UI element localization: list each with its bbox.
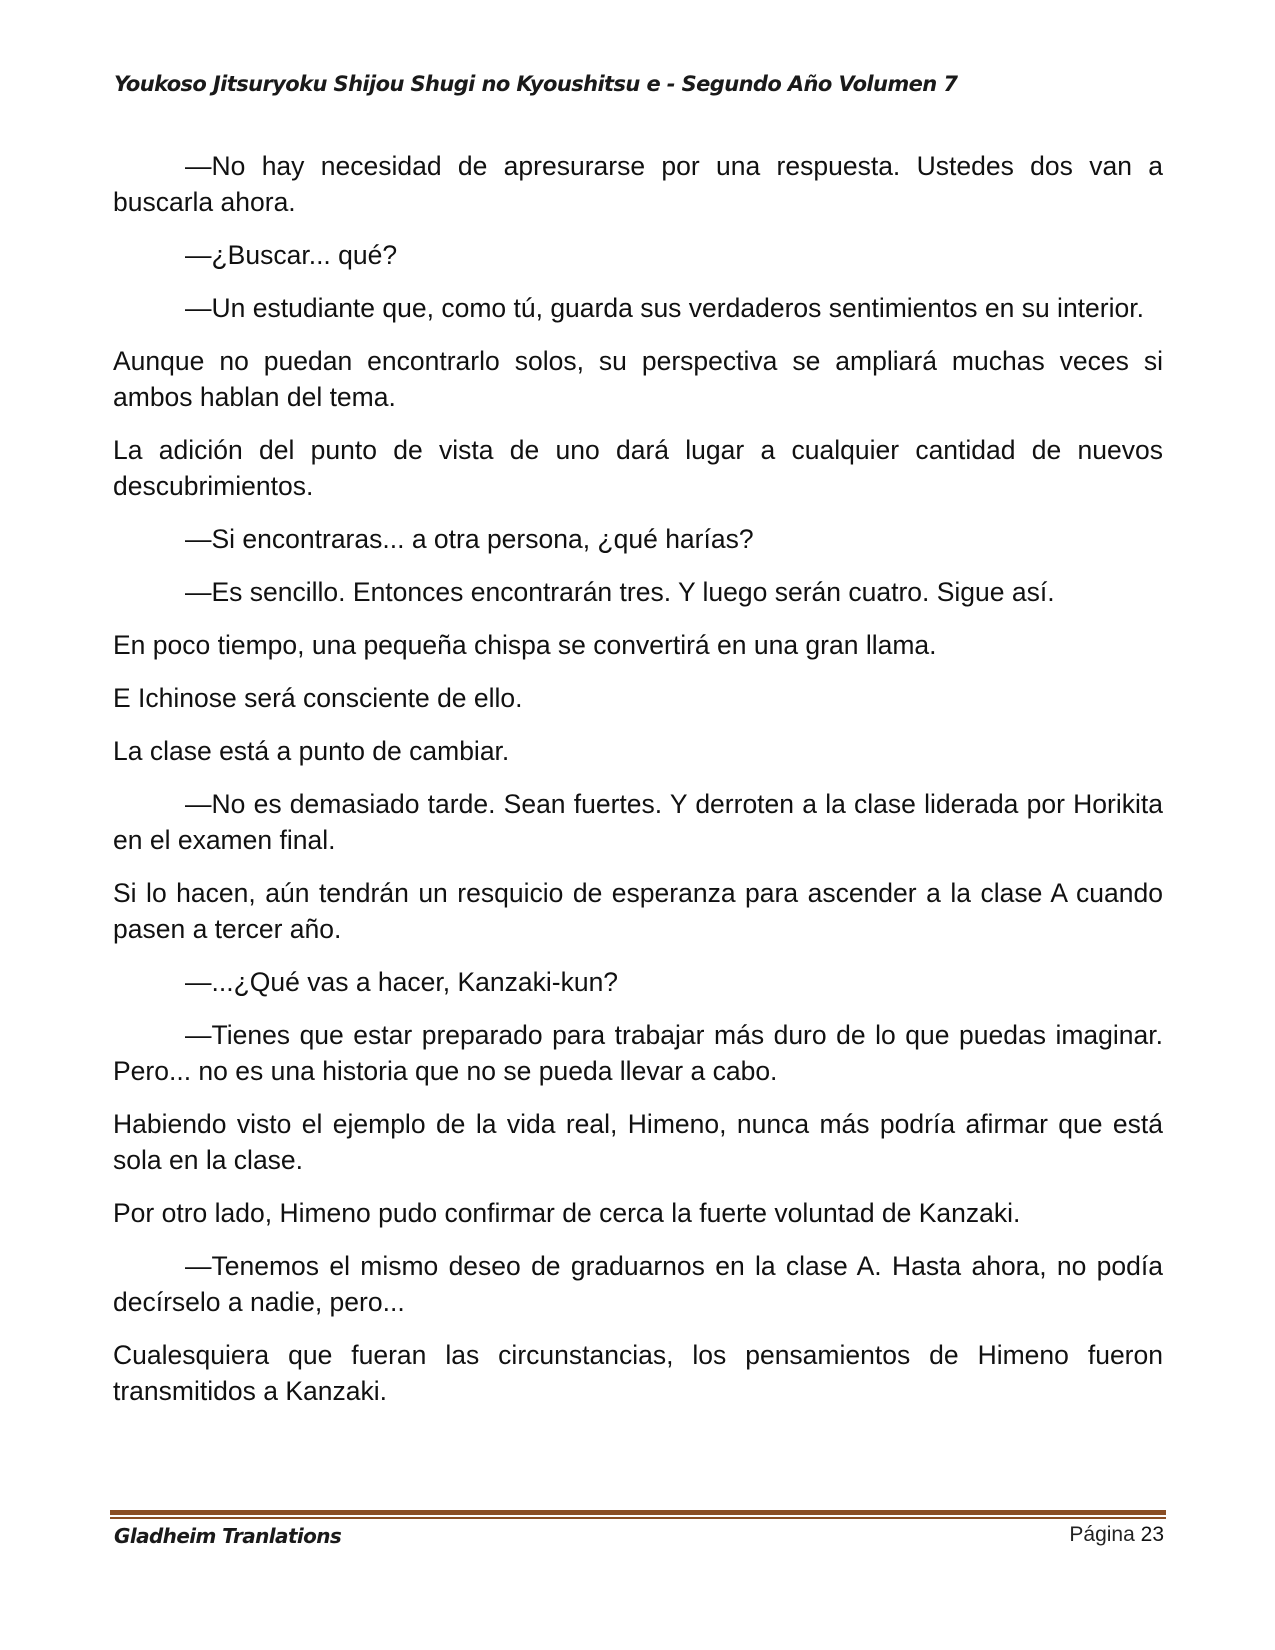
paragraph: E Ichinose será consciente de ello. bbox=[113, 683, 523, 713]
paragraph: Habiendo visto el ejemplo de la vida real, Himeno, nunca más podría afirmar que está sola en la clase. bbox=[113, 1109, 1163, 1175]
paragraph: —Es sencillo. Entonces encontrarán tres. Y luego serán cuatro. Sigue así. bbox=[185, 577, 1055, 607]
paragraph: —No hay necesidad de apresurarse por una respuesta. Ustedes dos van a buscarla ahora. bbox=[113, 151, 1163, 217]
paragraph: Cualesquiera que fueran las circunstancias, los pensamientos de Himeno fueron transmitidos a Kanzaki. bbox=[113, 1340, 1163, 1406]
paragraph: Por otro lado, Himeno pudo confirmar de cerca la fuerte voluntad de Kanzaki. bbox=[113, 1198, 1021, 1228]
paragraph: —Si encontraras... a otra persona, ¿qué harías? bbox=[185, 524, 754, 554]
paragraph: Aunque no puedan encontrarlo solos, su perspectiva se ampliará muchas veces si ambos hablan del tema. bbox=[113, 346, 1163, 412]
body-text bbox=[113, 148, 1163, 1426]
paragraph: La adición del punto de vista de uno dará lugar a cualquier cantidad de nuevos descubrimientos. bbox=[113, 435, 1163, 501]
paragraph: —Tienes que estar preparado para trabajar más duro de lo que puedas imaginar. Pero... no es una historia que no se pueda llevar a cabo. bbox=[113, 1020, 1163, 1086]
paragraph: —No es demasiado tarde. Sean fuertes. Y derroten a la clase liderada por Horikita en el examen final. bbox=[113, 789, 1163, 855]
paragraph: La clase está a punto de cambiar. bbox=[113, 736, 510, 766]
paragraph: —...¿Qué vas a hacer, Kanzaki-kun? bbox=[185, 967, 619, 997]
paragraph: —¿Buscar... qué? bbox=[185, 240, 398, 270]
page-number: 23 bbox=[1140, 1523, 1164, 1546]
footer-rule-thick bbox=[110, 1510, 1166, 1515]
paragraph: En poco tiempo, una pequeña chispa se convertirá en una gran llama. bbox=[113, 630, 937, 660]
paragraph: —Tenemos el mismo deseo de graduarnos en la clase A. Hasta ahora, no podía decírselo a nadie, pero... bbox=[113, 1251, 1163, 1317]
footer-credit: Gladheim Tranlations bbox=[114, 1524, 342, 1548]
paragraph: Si lo hacen, aún tendrán un resquicio de esperanza para ascender a la clase A cuando pasen a tercer año. bbox=[113, 878, 1163, 944]
page-label: Página bbox=[1069, 1523, 1135, 1546]
header-title: Youkoso Jitsuryoku Shijou Shugi no Kyoushitsu e - Segundo Año Volumen 7 bbox=[114, 72, 958, 96]
page-number-block bbox=[1069, 1523, 1164, 1547]
paragraph: —Un estudiante que, como tú, guarda sus verdaderos sentimientos en su interior. bbox=[185, 293, 1144, 323]
footer-rule-thin bbox=[110, 1517, 1166, 1519]
